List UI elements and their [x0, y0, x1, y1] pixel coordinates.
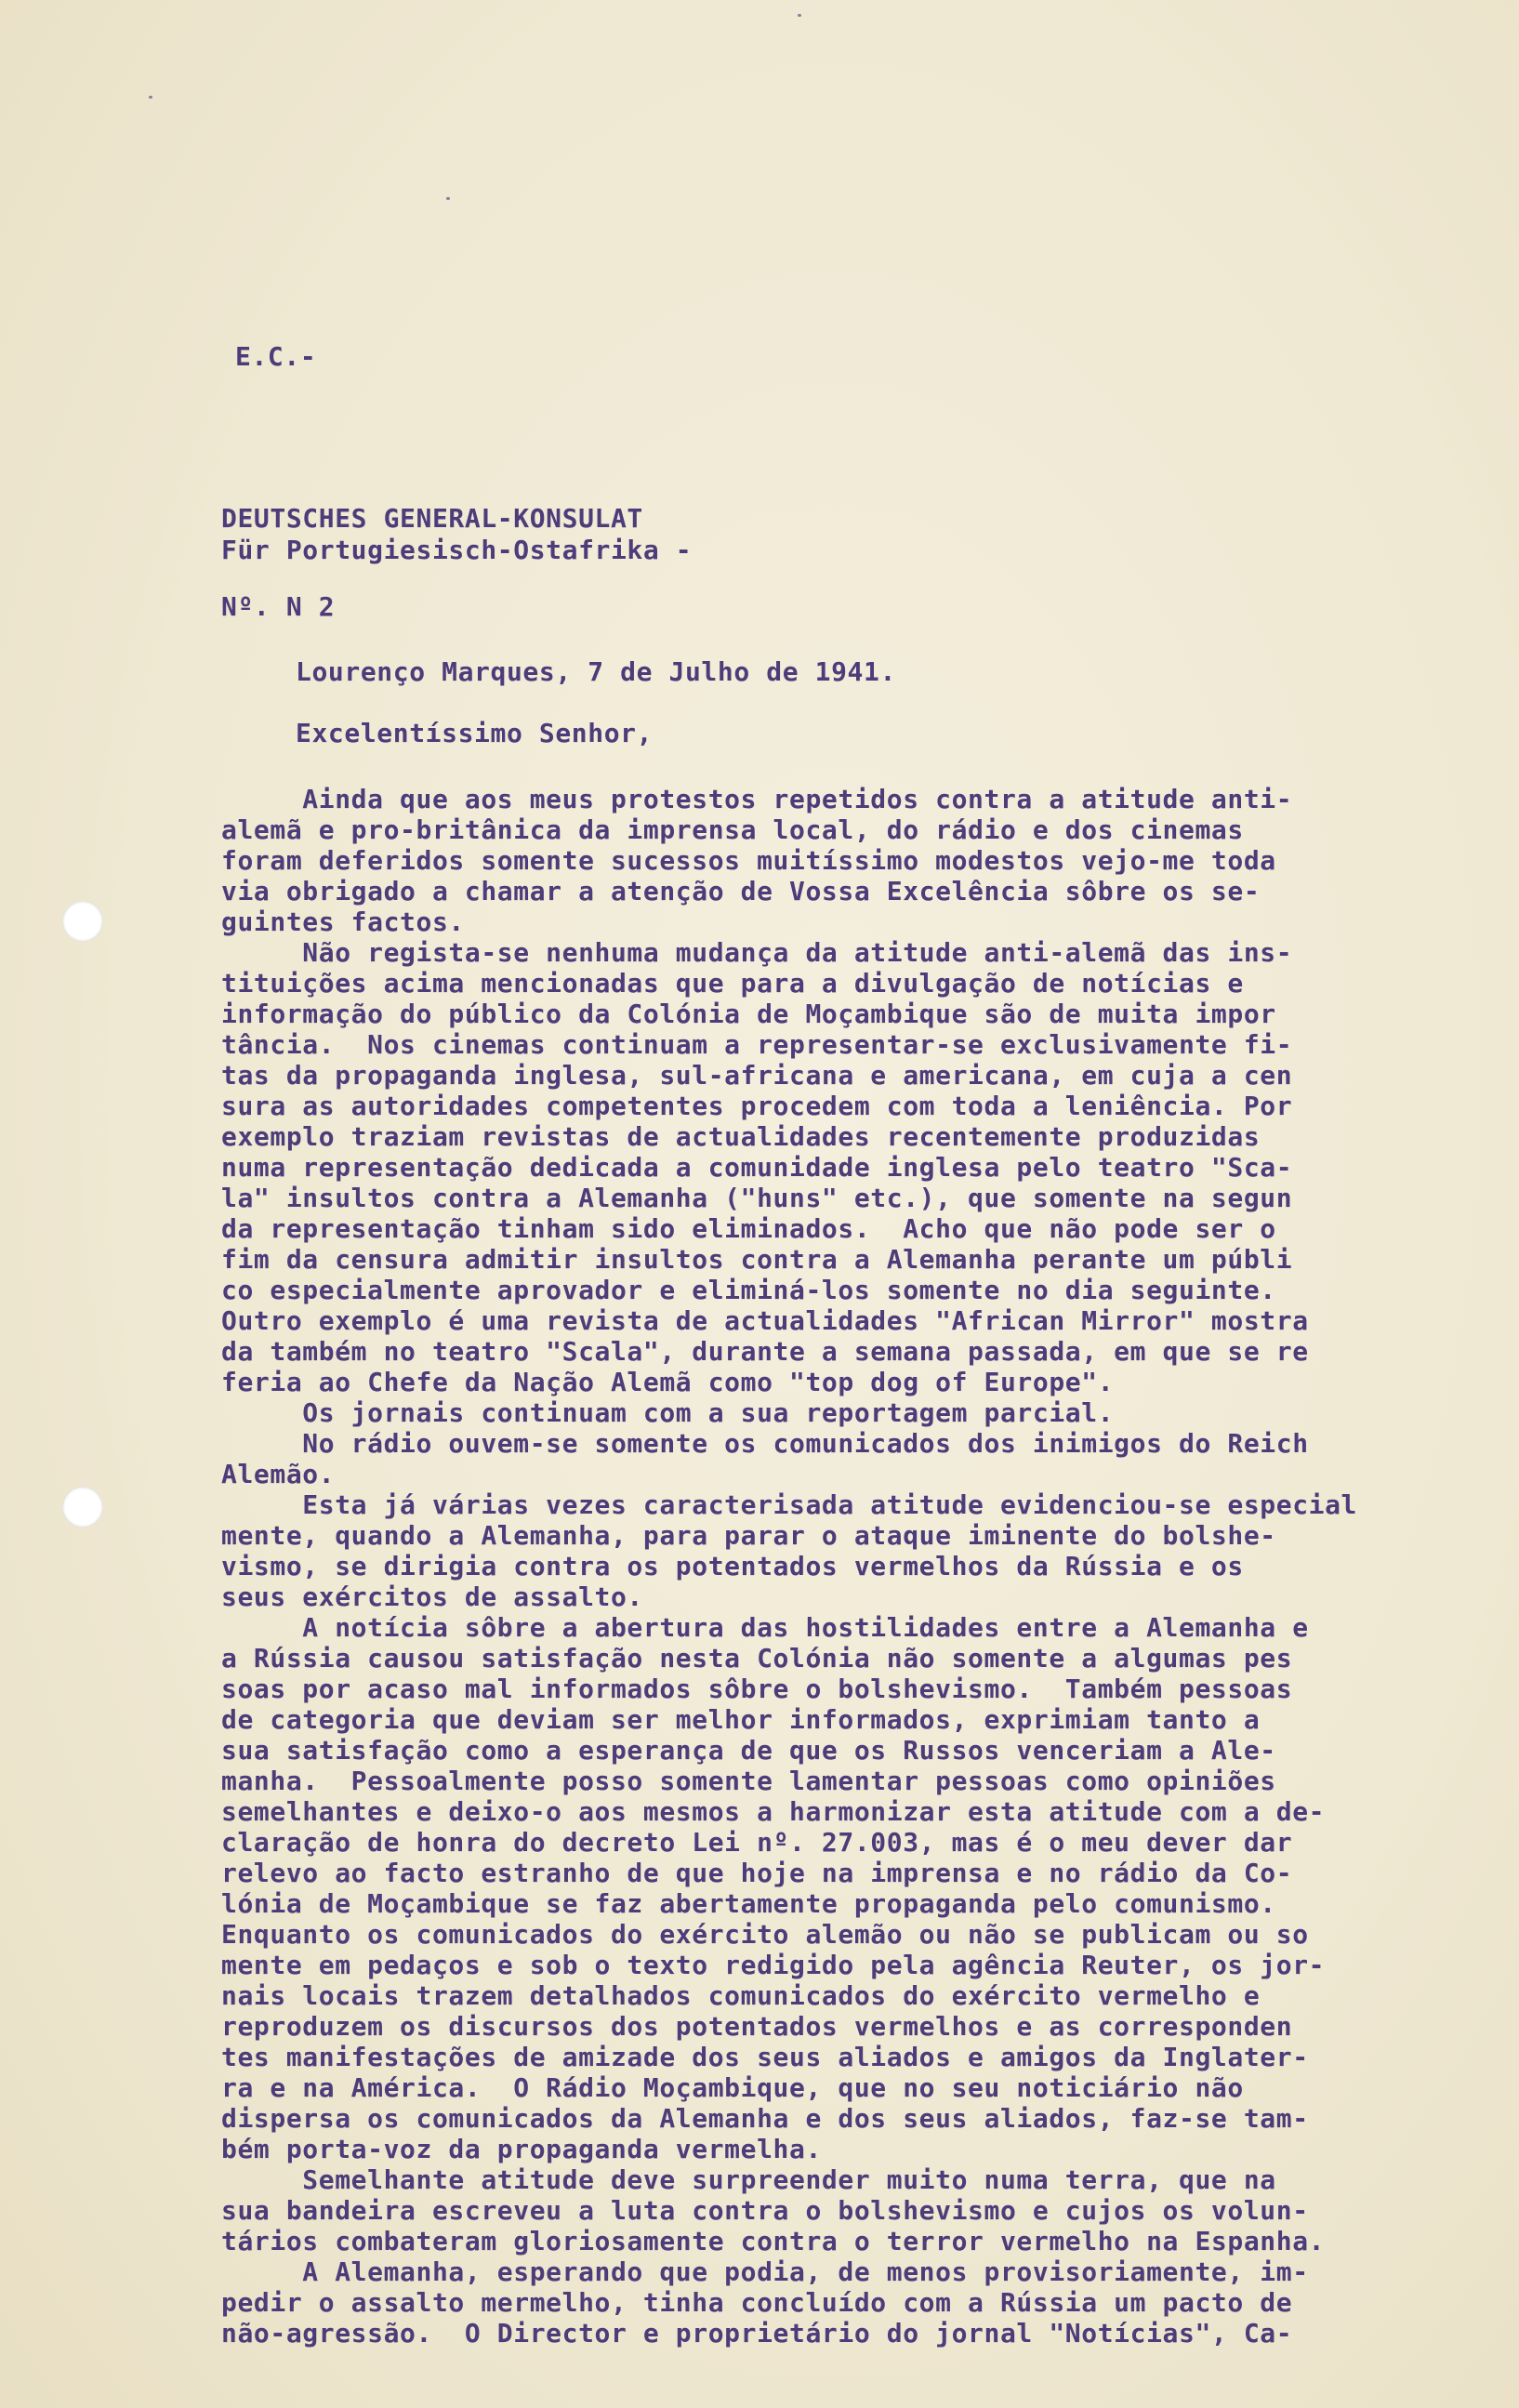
body-line: Os jornais continuam com a sua reportagem parcial. — [221, 1397, 1115, 1428]
body-line: exemplo traziam revistas de actualidades recentemente produzidas — [221, 1121, 1261, 1152]
place-date: Lourenço Marques, 7 de Julho de 1941. — [296, 656, 896, 687]
body-line: manha. Pessoalmente posso somente lamentar pessoas como opiniões — [221, 1766, 1276, 1796]
body-line: mente em pedaços e sob o texto redigido pela agência Reuter, os jor- — [221, 1950, 1326, 1980]
body-line: Ainda que aos meus protestos repetidos contra a atitude anti- — [221, 784, 1293, 814]
body-line: tituições acima mencionadas que para a divulgação de notícias e — [221, 968, 1244, 999]
body-line: via obrigado a chamar a atenção de Vossa Excelência sôbre os se- — [221, 876, 1261, 906]
body-line: A Alemanha, esperando que podia, de menos provisoriamente, im- — [221, 2256, 1309, 2287]
body-line: sua satisfação como a esperança de que os Russos venceriam a Ale- — [221, 1735, 1276, 1766]
body-line: A notícia sôbre a abertura das hostilidades entre a Alemanha e — [221, 1612, 1309, 1643]
body-line: semelhantes e deixo-o aos mesmos a harmonizar esta atitude com a de- — [221, 1796, 1326, 1827]
body-line: relevo ao facto estranho de que hoje na imprensa e no rádio da Co- — [221, 1858, 1293, 1888]
body-line: Semelhante atitude deve surpreender muito numa terra, que na — [221, 2164, 1276, 2195]
body-line: guintes factos. — [221, 906, 465, 937]
body-line: da também no teatro "Scala", durante a semana passada, em que se re — [221, 1336, 1309, 1367]
body-line: foram deferidos somente sucessos muitíssimo modestos vejo-me toda — [221, 845, 1276, 876]
body-line: co especialmente aprovador e eliminá-los somente no dia seguinte. — [221, 1275, 1276, 1305]
paper-speck — [798, 14, 801, 17]
body-line: seus exércitos de assalto. — [221, 1581, 643, 1612]
punch-hole-bottom — [62, 1487, 103, 1528]
body-line: la" insultos contra a Alemanha ("huns" etc.), que somente na segun — [221, 1183, 1293, 1213]
body-line: alemã e pro-britânica da imprensa local, do rádio e dos cinemas — [221, 814, 1244, 845]
punch-hole-top — [62, 901, 103, 942]
body-line: ra e na América. O Rádio Moçambique, que no seu noticiário não — [221, 2072, 1244, 2103]
body-line: claração de honra do decreto Lei nº. 27.003, mas é o meu dever dar — [221, 1827, 1293, 1858]
body-line: sura as autoridades competentes procedem com toda a leniência. Por — [221, 1091, 1293, 1121]
body-line: vismo, se dirigia contra os potentados vermelhos da Rússia e os — [221, 1551, 1244, 1581]
body-line: feria ao Chefe da Nação Alemã como "top dog of Europe". — [221, 1367, 1115, 1397]
body-line: Alemão. — [221, 1459, 336, 1489]
body-line: bém porta-voz da propaganda vermelha. — [221, 2134, 822, 2164]
body-line: tas da propaganda inglesa, sul-africana e americana, em cuja a cen — [221, 1060, 1293, 1091]
body-line: Esta já várias vezes caracterisada atitude evidenciou-se especial — [221, 1489, 1358, 1520]
sender-line-2: Für Portugiesisch-Ostafrika - — [221, 535, 693, 565]
body-line: tários combateram gloriosamente contra o terror vermelho na Espanha. — [221, 2226, 1326, 2256]
body-line: a Rússia causou satisfação nesta Colónia não somente a algumas pes — [221, 1643, 1293, 1674]
body-line: sua bandeira escreveu a luta contra o bolshevismo e cujos os volun- — [221, 2195, 1309, 2226]
body-line: da representação tinham sido eliminados. Acho que não pode ser o — [221, 1213, 1276, 1244]
body-line: de categoria que deviam ser melhor informados, exprimiam tanto a — [221, 1704, 1261, 1735]
body-line: dispersa os comunicados da Alemanha e dos seus aliados, faz-se tam- — [221, 2103, 1309, 2134]
body-line: No rádio ouvem-se somente os comunicados dos inimigos do Reich — [221, 1428, 1309, 1459]
body-line: tes manifestações de amizade dos seus aliados e amigos da Inglater- — [221, 2042, 1309, 2072]
initials: E.C.- — [235, 341, 317, 372]
salutation: Excelentíssimo Senhor, — [296, 718, 654, 748]
body-line: tância. Nos cinemas continuam a representar-se exclusivamente fi- — [221, 1029, 1293, 1060]
body-line: nais locais trazem detalhados comunicados do exército vermelho e — [221, 1980, 1261, 2011]
body-line: Não regista-se nenhuma mudança da atitude anti-alemã das ins- — [221, 937, 1293, 968]
body-line: numa representação dedicada a comunidade inglesa pelo teatro "Sca- — [221, 1152, 1293, 1183]
body-line: Outro exemplo é uma revista de actualidades "African Mirror" mostra — [221, 1305, 1309, 1336]
body-line: mente, quando a Alemanha, para parar o ataque iminente do bolshe- — [221, 1520, 1276, 1551]
body-line: lónia de Moçambique se faz abertamente propaganda pelo comunismo. — [221, 1888, 1276, 1919]
body-line: reproduzem os discursos dos potentados vermelhos e as corresponden — [221, 2011, 1293, 2042]
paper-speck — [149, 96, 152, 99]
body-line: informação do público da Colónia de Moçambique são de muita impor — [221, 999, 1276, 1029]
body-line: soas por acaso mal informados sôbre o bolshevismo. Também pessoas — [221, 1674, 1293, 1704]
paper-speck — [446, 197, 450, 200]
sender-line-1: DEUTSCHES GENERAL-KONSULAT — [221, 503, 643, 534]
reference-number: Nº. N 2 — [221, 591, 336, 622]
body-line: não-agressão. O Director e proprietário do jornal "Notícias", Ca- — [221, 2318, 1293, 2348]
body-line: Enquanto os comunicados do exército alemão ou não se publicam ou so — [221, 1919, 1309, 1950]
body-line: fim da censura admitir insultos contra a Alemanha perante um públi — [221, 1244, 1293, 1275]
body-line: pedir o assalto mermelho, tinha concluído com a Rússia um pacto de — [221, 2287, 1293, 2318]
